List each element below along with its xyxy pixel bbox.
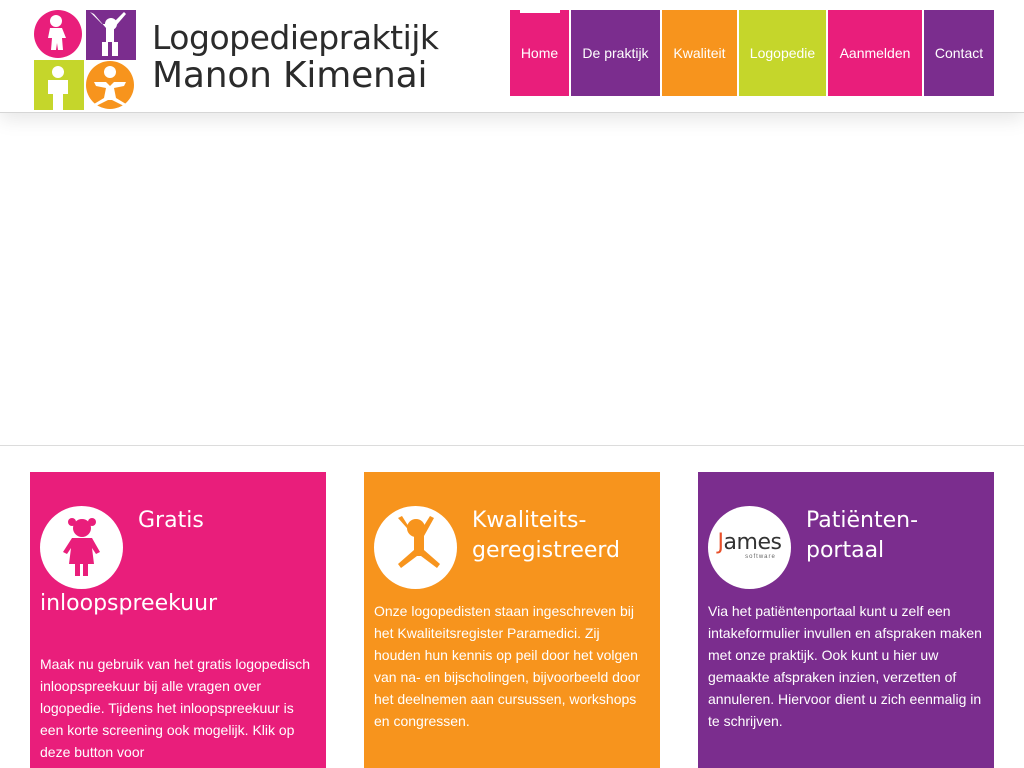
nav-item-aanmelden[interactable] <box>828 10 922 96</box>
hero-slider-area <box>0 113 1024 446</box>
nav-item-de-praktijk[interactable] <box>571 10 660 96</box>
nav-item-logopedie[interactable] <box>739 10 826 96</box>
card-icon-circle <box>40 506 123 589</box>
card-title <box>806 506 918 566</box>
card-title-line-1: Kwaliteits- <box>472 508 587 533</box>
card-kwaliteit[interactable] <box>364 472 660 768</box>
logo-icon[interactable] <box>34 10 136 110</box>
nav-label: Contact <box>934 45 984 61</box>
card-icon-circle <box>708 506 791 589</box>
card-body: Onze logopedisten staan ingeschreven bij het Kwaliteitsregister Paramedici. Zij houden hun kennis op peil door het volgen van na- en bijscholingen, bijvoorbeeld door het deelnemen aan cursussen, workshops en congressen. <box>374 603 641 729</box>
nav-label: Home <box>520 45 559 61</box>
james-software-logo: James software <box>708 532 791 560</box>
card-title-line-2: geregistreerd <box>472 538 621 563</box>
card-body: Maak nu gebruik van het gratis logopedisch inloopspreekuur bij alle vragen over logopedie. Tijdens het inloopspreekuur is een korte screening ook mogelijk. Klik op deze button voor <box>40 656 311 760</box>
logo-line-1: Logopediepraktijk <box>152 18 439 57</box>
card-title: Gratis <box>138 508 204 533</box>
card-title-line-2: portaal <box>806 538 885 563</box>
nav-label: Aanmelden <box>839 45 911 61</box>
nav-item-contact[interactable] <box>924 10 994 96</box>
card-title-line-1: Patiënten- <box>806 508 919 533</box>
card-inloopspreekuur[interactable] <box>30 472 326 768</box>
site-header <box>0 0 1024 113</box>
logo-line-2: Manon Kimenai <box>152 55 428 96</box>
james-logo-text: ames <box>723 530 782 555</box>
nav-label: Kwaliteit <box>673 45 726 61</box>
nav-label: De praktijk <box>582 45 649 61</box>
card-title <box>472 506 620 566</box>
nav-item-kwaliteit[interactable] <box>662 10 737 96</box>
main-nav <box>510 10 994 96</box>
nav-item-home[interactable] <box>510 10 569 96</box>
card-body: Via het patiëntenportaal kunt u zelf een intakeformulier invullen en afspraken maken met onze praktijk. Ook kunt u hier uw gemaakte afspraken inzien, verzetten of annuleren. Hiervoor dient u zich eenmalig in te schrijven. <box>708 603 982 729</box>
james-logo-subtitle: software <box>745 554 776 560</box>
logo-text[interactable] <box>152 20 439 96</box>
card-patientenportaal[interactable] <box>698 472 994 768</box>
jumping-child-icon <box>374 506 457 589</box>
card-icon-circle <box>374 506 457 589</box>
active-indicator <box>520 10 560 13</box>
card-title-continued: inloopspreekuur <box>40 591 218 616</box>
nav-label: Logopedie <box>749 45 816 61</box>
child-silhouette-icon <box>40 506 123 589</box>
